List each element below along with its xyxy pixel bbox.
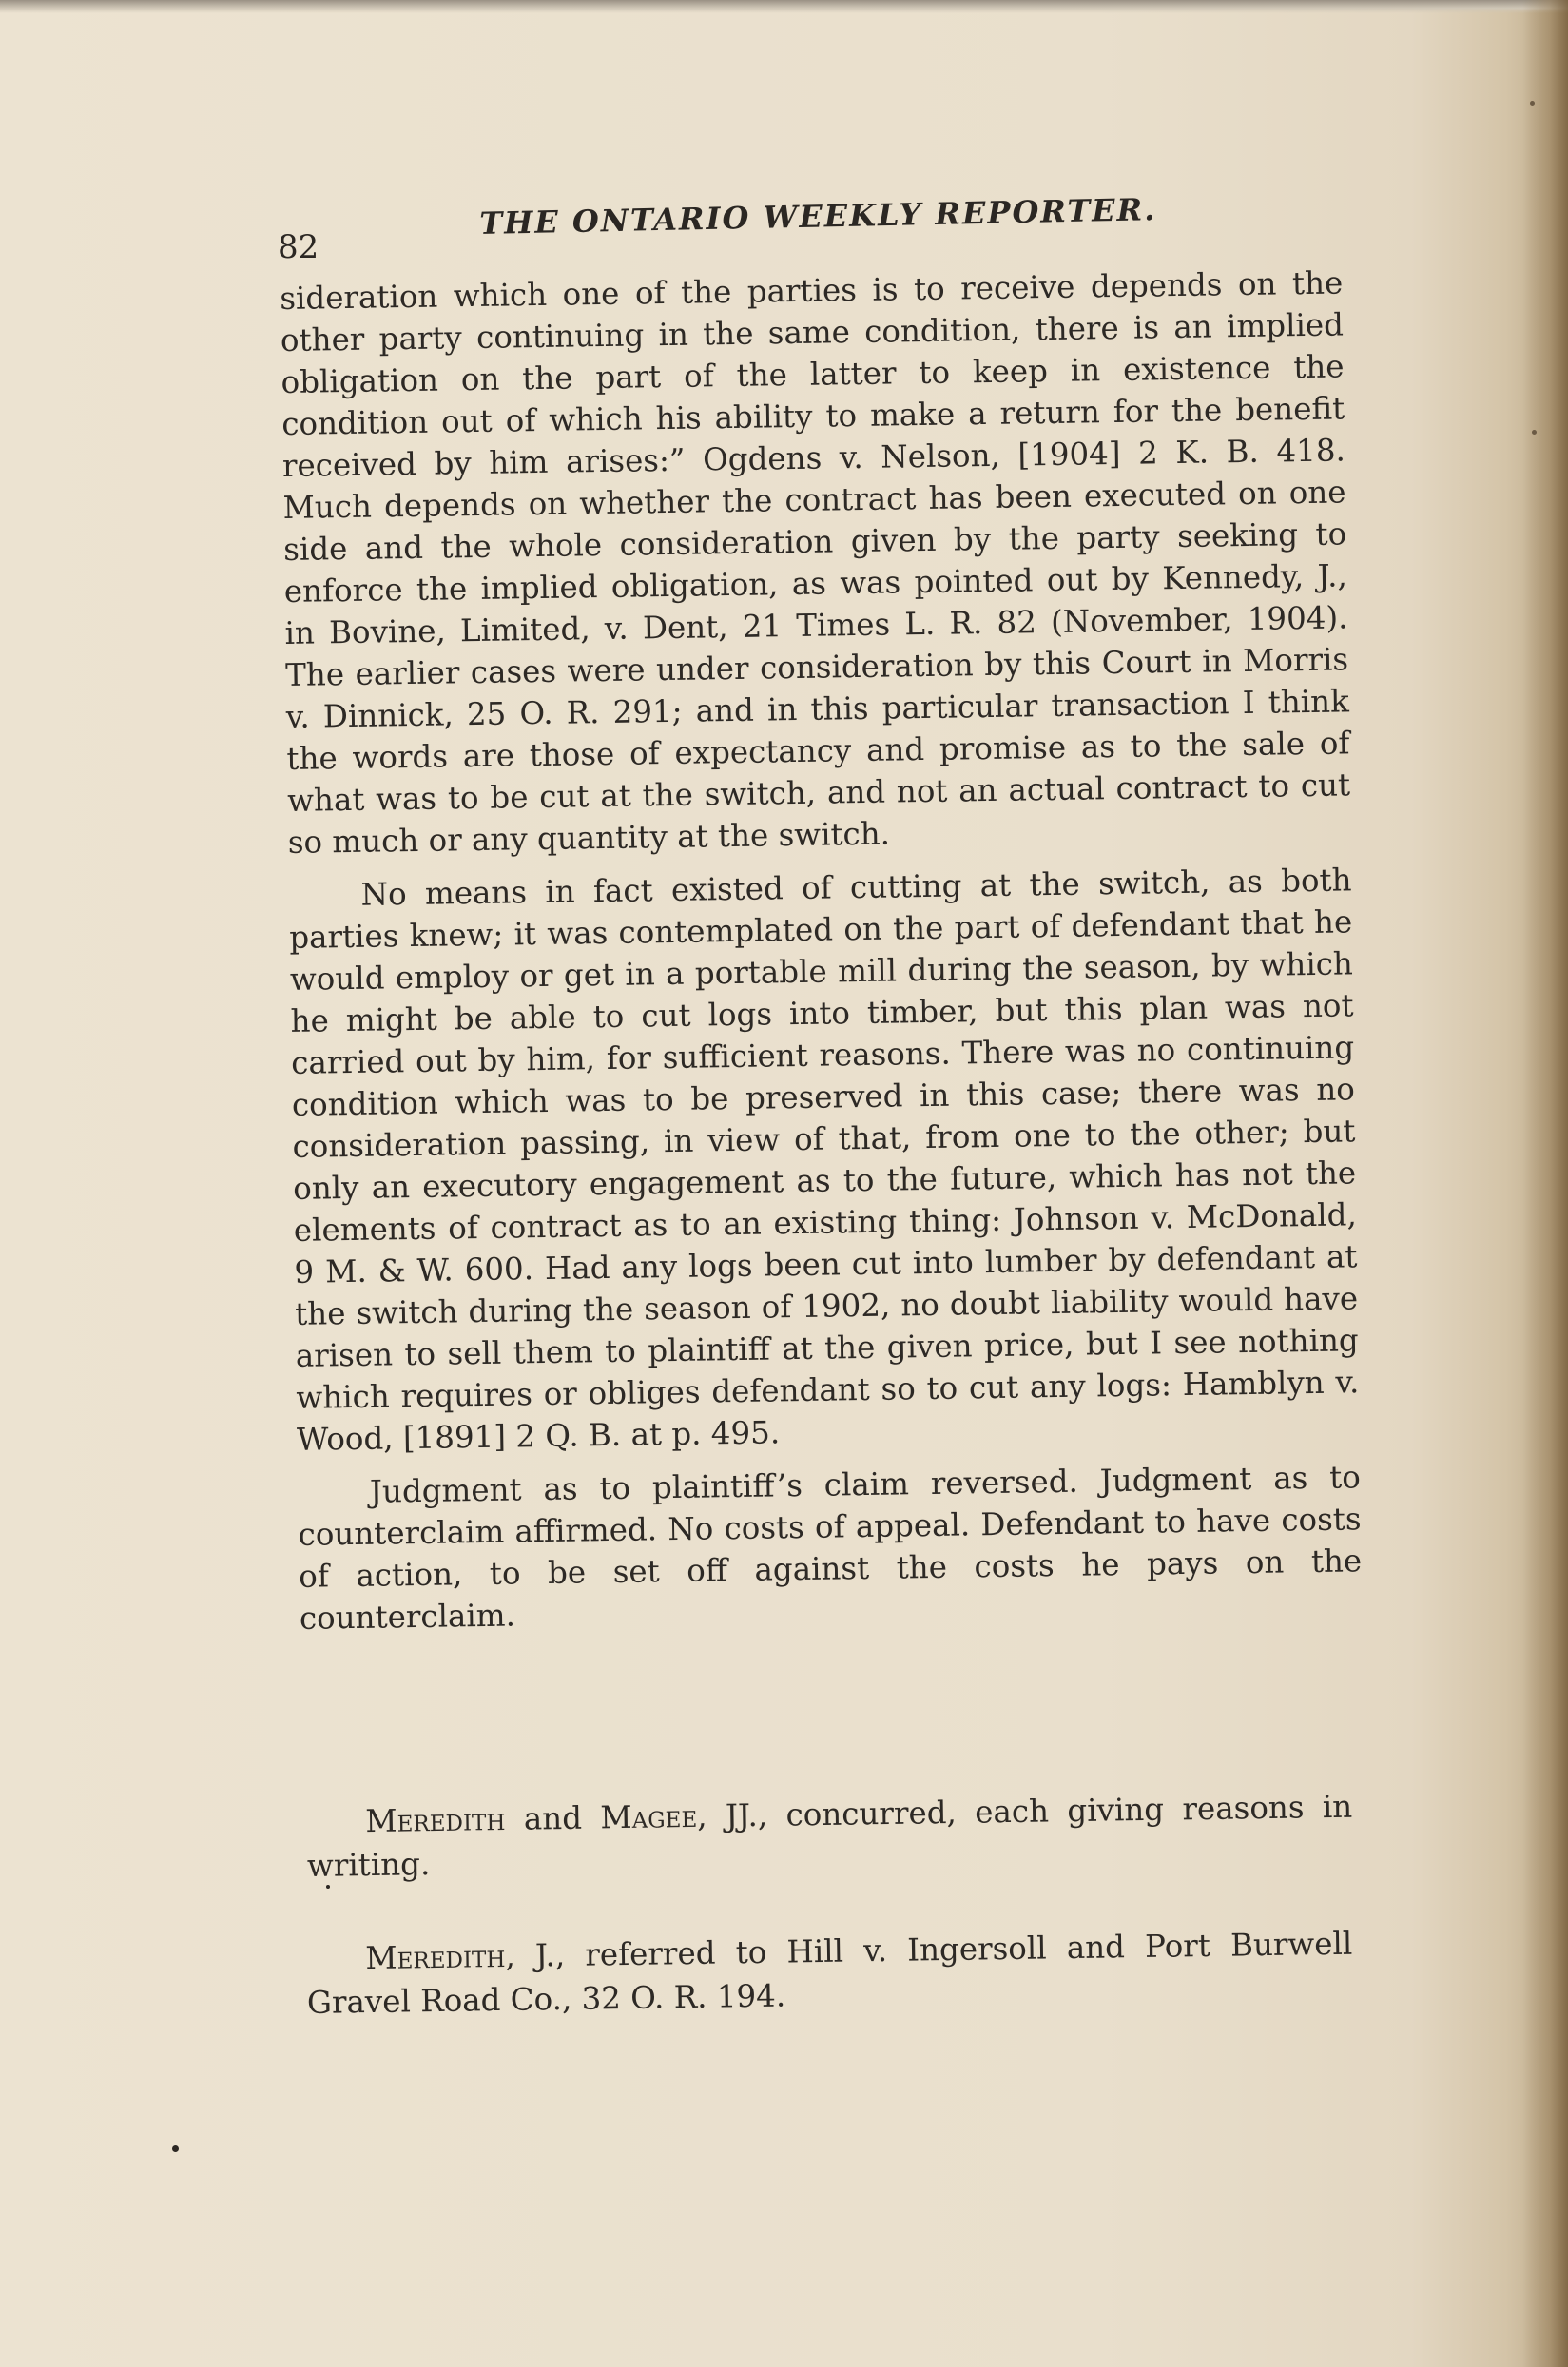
page-number: 82 bbox=[278, 228, 319, 266]
paragraph-continued: sideration which one of the parties is to receive depends on the other party continuing in the same condition, there is an implied obligation on the part of the latter to keep in existence the condition out of which his ability to make a return for the benefit received by him arises:” Ogdens v. Nelson, [1904] 2 K. B. 418. Much depends on whether the contract has been executed on one side and the whole consideration given by the party seeking to enforce the implied obligation, as was pointed out by Kennedy, J., in Bovine, Limited, v. Dent, 21 Times L. R. 82 (November, 1904). The earlier cases were under consideration by this Court in Morris v. Dinnick, 25 O. R. 291; and in this particular transaction I think the words are those of expectancy and promise as to the sale of what was to be cut at the switch, and not an actual contract to cut so much or any quantity at the switch. bbox=[280, 264, 1351, 861]
judge-name-meredith: Meredith bbox=[365, 1800, 506, 1839]
concurrence-note bbox=[306, 1784, 1353, 1887]
running-title: THE ONTARIO WEEKLY REPORTER. bbox=[479, 191, 1157, 242]
reasons-note bbox=[306, 1921, 1353, 2024]
page-top-shadow bbox=[0, 0, 1568, 13]
judge-name-meredith-reasons: Meredith bbox=[365, 1937, 506, 1976]
paragraph-no-means: No means in fact existed of cutting at the switch, as both parties knew; it was contemplated on the part of defendant that he would employ or get in a portable mill during the season, by which he might be able to cut logs into timber, but this plan was not carried out by him, for sufficient reasons. There was no continuing condition which was to be preserved in this case; there was no consideration passing, in view of that, from one to the other; but only an executory engagement as to the future, which has not the elements of contract as to an existing thing: Johnson v. McDonald, 9 M. & W. 600. Had any logs been cut into lumber by defendant at the switch during the season of 1902, no doubt liability would have arisen to sell them to plaintiff at the given price, but I see nothing which requires or obliges defendant so to cut any logs: Hamblyn v. Wood, [1891] 2 Q. B. at p. 495. bbox=[289, 862, 1360, 1458]
judgment-body bbox=[280, 262, 1363, 1639]
ink-speck bbox=[1532, 430, 1537, 435]
reasons-text: , J., referred to Hill v. Ingersoll and Port Burwell Gravel Road Co., 32 O. R. 194. bbox=[306, 1925, 1353, 2021]
paragraph-judgment: Judgment as to plaintiff’s claim reversed. Judgment as to counterclaim affirmed. No costs of appeal. Defendant to have costs of action, to be set off against the costs he pays on the counterclaim. bbox=[298, 1459, 1363, 1637]
running-head bbox=[278, 191, 1352, 266]
judge-name-magee: Magee bbox=[600, 1797, 698, 1835]
page-binding-shadow bbox=[1522, 0, 1568, 2367]
concurrence-text: , JJ., concurred, each giving reasons in writing. bbox=[306, 1788, 1353, 1884]
ink-speck bbox=[172, 2145, 179, 2152]
concurrence-and: and bbox=[523, 1799, 583, 1837]
ink-speck bbox=[1530, 101, 1535, 106]
ink-speck bbox=[326, 1885, 330, 1889]
